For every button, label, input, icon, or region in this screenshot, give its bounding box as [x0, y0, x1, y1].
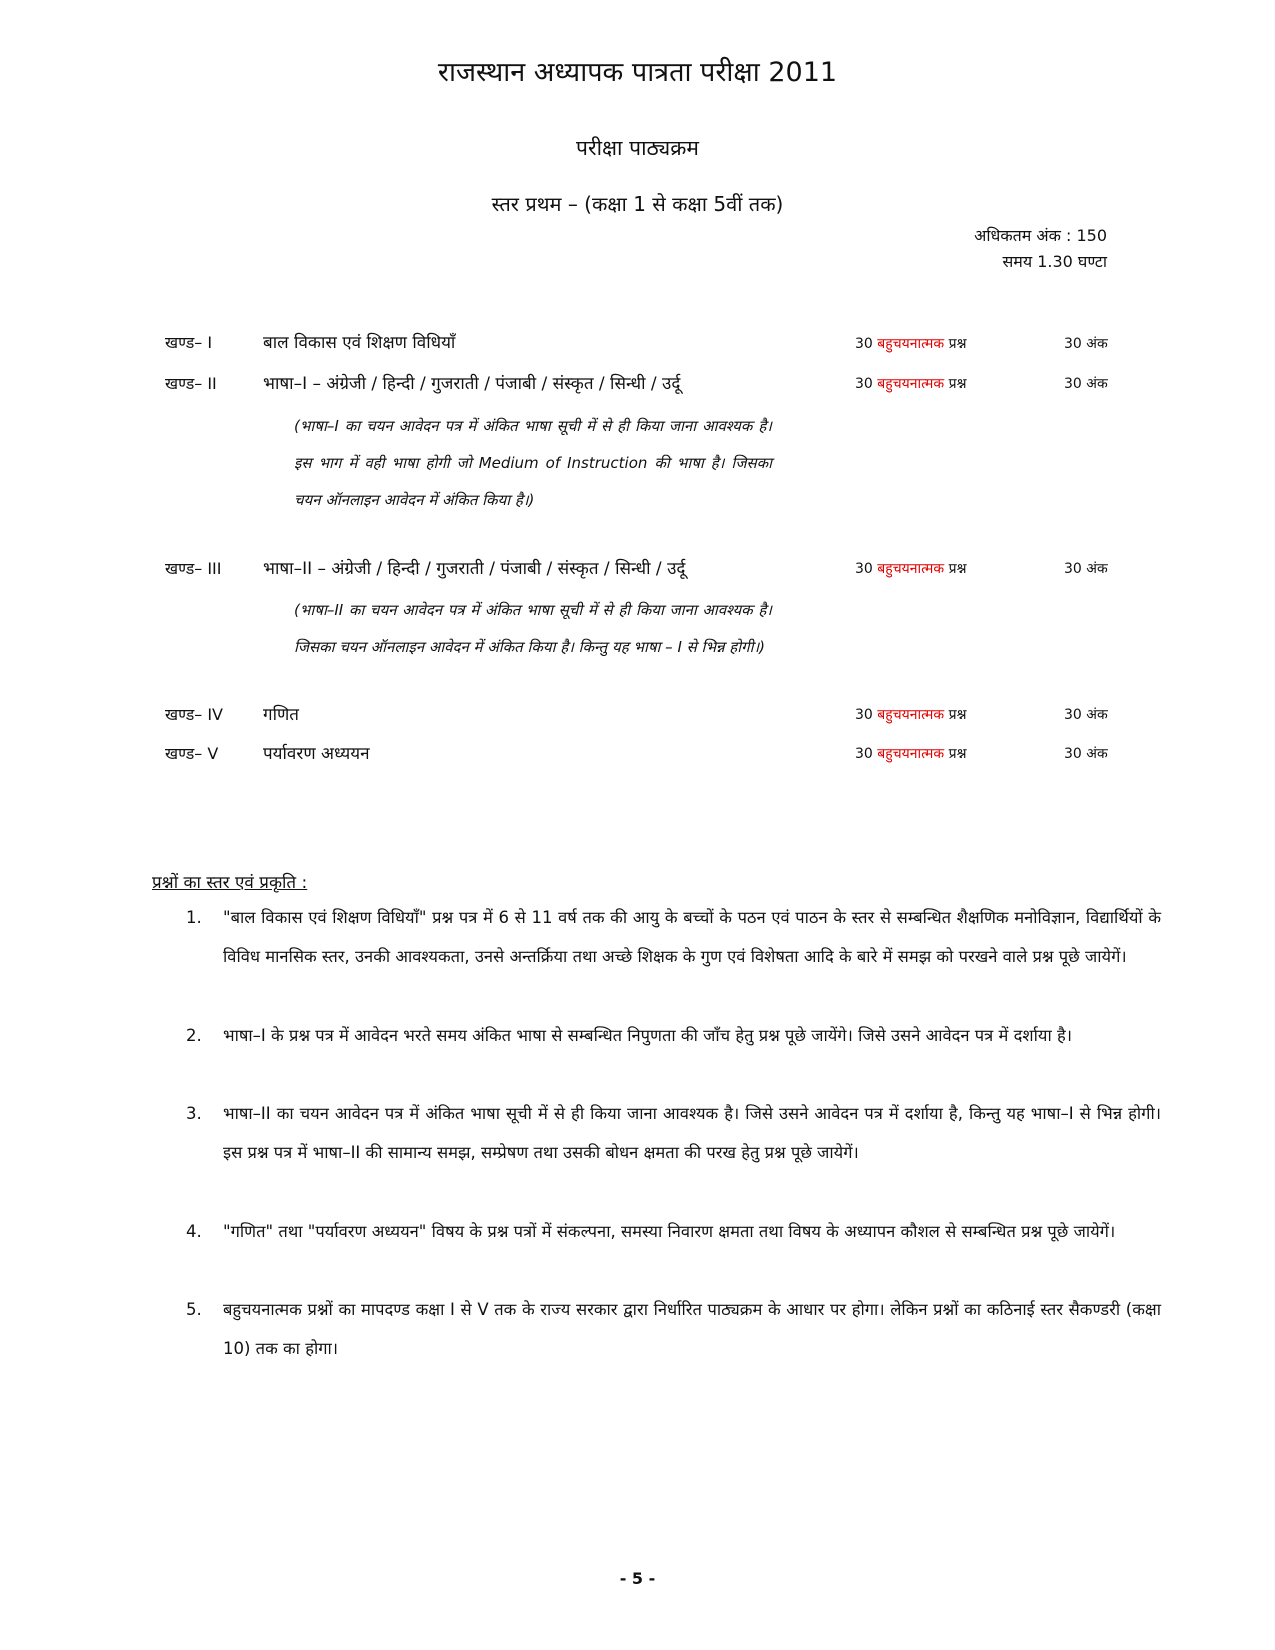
- question-type: बहुचयनात्मक: [877, 561, 945, 577]
- section-questions: [855, 744, 967, 763]
- section-title: पर्यावरण अध्ययन: [263, 744, 370, 764]
- section-title: भाषा–II – अंग्रेजी / हिन्दी / गुजराती / पंजाबी / संस्कृत / सिन्धी / उर्दू: [263, 559, 686, 579]
- question-word: प्रश्न: [948, 561, 967, 577]
- list-item-text: बहुचयनात्मक प्रश्नों का मापदण्ड कक्षा I से V तक के राज्य सरकार द्वारा निर्धारित पाठ्यक्रम के आधार पर होगा। लेकिन प्रश्नों का कठिनाई स्तर सैकण्डरी (कक्षा 10) तक का होगा।: [223, 1300, 1161, 1358]
- section-title: बाल विकास एवं शिक्षण विधियाँ: [263, 333, 456, 353]
- question-word: प्रश्न: [948, 707, 967, 723]
- section-marks: 30 अंक: [1064, 707, 1108, 723]
- section-note: (भाषा–I का चयन आवेदन पत्र में अंकित भाषा सूची में से ही किया जाना आवश्यक है। इस भाग में वही भाषा होगी जो Medium of Instruction की भाषा है। जिसका चयन ऑनलाइन आवेदन में अंकित किया है।): [294, 417, 772, 509]
- section-label: खण्ड– III: [165, 559, 222, 578]
- question-word: प्रश्न: [948, 746, 967, 762]
- syllabus-subtitle: परीक्षा पाठ्यक्रम: [576, 136, 699, 160]
- question-count: 30: [855, 336, 873, 352]
- list-item-text: "गणित" तथा "पर्यावरण अध्ययन" विषय के प्रश्न पत्रों में संकल्पना, समस्या निवारण क्षमता तथा विषय के अध्यापन कौशल से सम्बन्धित प्रश्न पूछे जायेगें।: [223, 1222, 1116, 1241]
- question-count: 30: [855, 376, 873, 392]
- list-item-number: 5.: [186, 1300, 202, 1319]
- time-duration: समय 1.30 घण्टा: [1002, 252, 1107, 271]
- section-title: गणित: [263, 705, 299, 725]
- list-item: [186, 898, 1161, 976]
- level-heading: स्तर प्रथम – (कक्षा 1 से कक्षा 5वीं तक): [491, 192, 784, 216]
- questions-heading: प्रश्नों का स्तर एवं प्रकृति :: [152, 873, 308, 893]
- question-word: प्रश्न: [948, 336, 967, 352]
- question-type: बहुचयनात्मक: [877, 336, 945, 352]
- section-questions: [855, 334, 967, 353]
- section-questions: [855, 559, 967, 578]
- list-item-text: भाषा–II का चयन आवेदन पत्र में अंकित भाषा सूची में से ही किया जाना आवश्यक है। जिसे उसने आवेदन पत्र में दर्शाया है, किन्तु यह भाषा–I से भिन्न होगी। इस प्रश्न पत्र में भाषा–II की सामान्य समझ, सम्प्रेषण तथा उसकी बोधन क्षमता की परख हेतु प्रश्न पूछे जायेगें।: [223, 1104, 1161, 1162]
- list-item-text: "बाल विकास एवं शिक्षण विधियाँ" प्रश्न पत्र में 6 से 11 वर्ष तक की आयु के बच्चों के पठन एवं पाठन के स्तर से सम्बन्धित शैक्षणिक मनोविज्ञान, विद्यार्थियों के विविध मानसिक स्तर, उनकी आवश्यकता, उनसे अन्तर्क्रिया तथा अच्छे शिक्षक के गुण एवं विशेषता आदि के बारे में समझ को परखने वाले प्रश्न पूछे जायेगें।: [223, 908, 1161, 966]
- question-type: बहुचयनात्मक: [877, 746, 945, 762]
- question-type: बहुचयनात्मक: [877, 707, 945, 723]
- section-marks: 30 अंक: [1064, 336, 1108, 352]
- question-word: प्रश्न: [948, 376, 967, 392]
- list-item: [186, 1094, 1161, 1172]
- list-item-number: 3.: [186, 1104, 202, 1123]
- page-title: राजस्थान अध्यापक पात्रता परीक्षा 2011: [437, 57, 838, 88]
- section-questions: [855, 705, 967, 724]
- list-item-number: 1.: [186, 908, 202, 927]
- list-item: [186, 1290, 1161, 1368]
- page-number: - 5 -: [619, 1569, 656, 1588]
- max-marks: अधिकतम अंक : 150: [974, 226, 1107, 245]
- section-title: भाषा–I – अंग्रेजी / हिन्दी / गुजराती / पंजाबी / संस्कृत / सिन्धी / उर्दू: [263, 374, 681, 394]
- section-label: खण्ड– IV: [165, 705, 223, 724]
- question-count: 30: [855, 707, 873, 723]
- list-item: [186, 1016, 1161, 1055]
- section-note: (भाषा–II का चयन आवेदन पत्र में अंकित भाषा सूची में से ही किया जाना आवश्यक है। जिसका चयन ऑनलाइन आवेदन में अंकित किया है। किन्तु यह भाषा – I से भिन्न होगी।): [294, 601, 772, 656]
- section-marks: 30 अंक: [1064, 746, 1108, 762]
- section-marks: 30 अंक: [1064, 561, 1108, 577]
- section-label: खण्ड– V: [165, 744, 219, 763]
- list-item-number: 2.: [186, 1026, 202, 1045]
- section-label: खण्ड– II: [165, 374, 217, 393]
- section-label: खण्ड– I: [165, 333, 213, 352]
- section-marks: 30 अंक: [1064, 376, 1108, 392]
- list-item-text: भाषा–I के प्रश्न पत्र में आवेदन भरते समय अंकित भाषा से सम्बन्धित निपुणता की जाँच हेतु प्रश्न पूछे जायेंगे। जिसे उसने आवेदन पत्र में दर्शाया है।: [223, 1026, 1073, 1045]
- list-item-number: 4.: [186, 1222, 202, 1241]
- question-type: बहुचयनात्मक: [877, 376, 945, 392]
- list-item: [186, 1212, 1161, 1251]
- section-questions: [855, 374, 967, 393]
- question-count: 30: [855, 561, 873, 577]
- question-count: 30: [855, 746, 873, 762]
